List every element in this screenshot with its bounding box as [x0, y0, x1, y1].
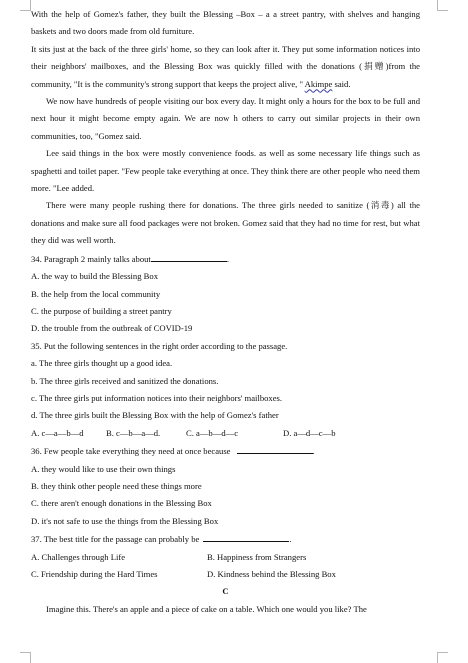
option-34-d: D. the trouble from the outbreak of COVID-19 — [31, 323, 193, 334]
option-37-a: A. Challenges through Life — [31, 551, 126, 562]
option-34-a: A. the way to build the Blessing Box — [31, 271, 158, 282]
name-akimpe: Akimpe — [304, 78, 333, 89]
question-36 — [31, 442, 420, 530]
sentence-35-d: d. The three girls built the Blessing Box with the help of Gomez's father — [31, 410, 279, 421]
option-37-c: C. Friendship during the Hard Times — [31, 569, 158, 579]
option-34-c: C. the purpose of building a street pantry — [31, 305, 172, 316]
paragraph-2-tail: said. — [332, 78, 351, 89]
options-37-row-2 — [31, 566, 420, 583]
question-34-end: . — [226, 253, 229, 264]
option-37-d: D. Kindness behind the Blessing Box — [207, 569, 336, 579]
answer-blank-34 — [151, 250, 227, 262]
answer-blank-37 — [203, 530, 292, 545]
passage-paragraph-4: Lee said things in the box were mostly convenience foods. as well as some necessary life things such as spaghetti and toilet paper. "Few people take everything at once. They think there are other people who need them more. "Lee added. — [31, 148, 420, 194]
options-37-row-1 — [31, 549, 420, 566]
sentence-35-b: b. The three girls received and sanitized the donations. — [31, 375, 219, 386]
question-36-stem-text: 36. Few people take everything they need at once because — [31, 446, 231, 457]
passage-paragraph-1: With the help of Gomez's father, they built the Blessing –Box – a a street pantry, with shelves and hanging baskets and two doors made from old furniture. — [31, 9, 420, 37]
question-37-stem-text: 37. The best title for the passage can probably be — [31, 534, 200, 545]
option-35-d: D. a—d—c—b — [283, 427, 336, 438]
passage-paragraph-2 — [31, 41, 420, 93]
sentence-35-c: c. The three girls put information notices into their neighbors' mailboxes. — [31, 392, 283, 403]
question-34-stem — [31, 250, 420, 268]
option-36-d: D. it's not safe to use the things from the Blessing Box — [31, 515, 219, 526]
option-36-b: B. they think other people need these things more — [31, 480, 202, 491]
passage-paragraph-5: There were many people rushing there for donations. The three girls needed to sanitize (消毒) all the donations and make sure all food packages were not broken. Gomez said that they had no time for rest, but what they did was well worth. — [31, 200, 420, 246]
passage-paragraph-3: We now have hundreds of people visiting our box every day. It might only a hours for the box to be full and next hour it might become empty again. We are now h others to carry out similar projects in their own communities, too, "Gomez said. — [31, 96, 420, 141]
corner-mark-bottom-right — [437, 652, 448, 663]
section-heading-c: C — [222, 586, 229, 597]
option-34-b: B. the help from the local community — [31, 288, 161, 299]
option-37-b: B. Happiness from Strangers — [207, 551, 307, 562]
document-page — [31, 6, 420, 618]
option-35-b: B. c—b—a—d. — [106, 427, 161, 438]
question-35-stem: 35. Put the following sentences in the right order according to the passage. — [31, 340, 288, 351]
corner-mark-top-left — [20, 0, 31, 11]
option-36-a: A. they would like to use their own things — [31, 463, 176, 474]
question-36-end: . — [312, 446, 315, 457]
question-34-stem-text: 34. Paragraph 2 mainly talks about — [31, 253, 151, 264]
question-34 — [31, 250, 420, 338]
option-35-a: A. c—a—b—d — [31, 427, 84, 438]
corner-mark-bottom-left — [20, 652, 31, 663]
question-37 — [31, 530, 420, 583]
question-36-stem — [31, 442, 420, 460]
section-c-intro: Imagine this. There's an apple and a piece of cake on a table. Which one would you like? The — [46, 603, 367, 614]
option-36-c: C. there aren't enough donations in the Blessing Box — [31, 498, 212, 509]
sentence-35-a: a. The three girls thought up a good idea. — [31, 358, 173, 369]
options-35 — [31, 425, 420, 442]
question-37-stem — [31, 530, 420, 548]
corner-mark-top-right — [437, 0, 448, 11]
question-35 — [31, 338, 420, 442]
paragraph-2-text: It sits just at the back of the three girls' home, so they can look after it. They put some information notices into their neighbors' mailboxes, and the Blessing Box was quickly filled with the donations (捐赠)from the community, "It is the community's strong support that keeps the project alive, " — [31, 43, 420, 89]
answer-blank-36 — [237, 442, 315, 457]
option-35-c: C. a—b—d—c — [186, 427, 239, 438]
question-37-end: . — [289, 534, 292, 545]
